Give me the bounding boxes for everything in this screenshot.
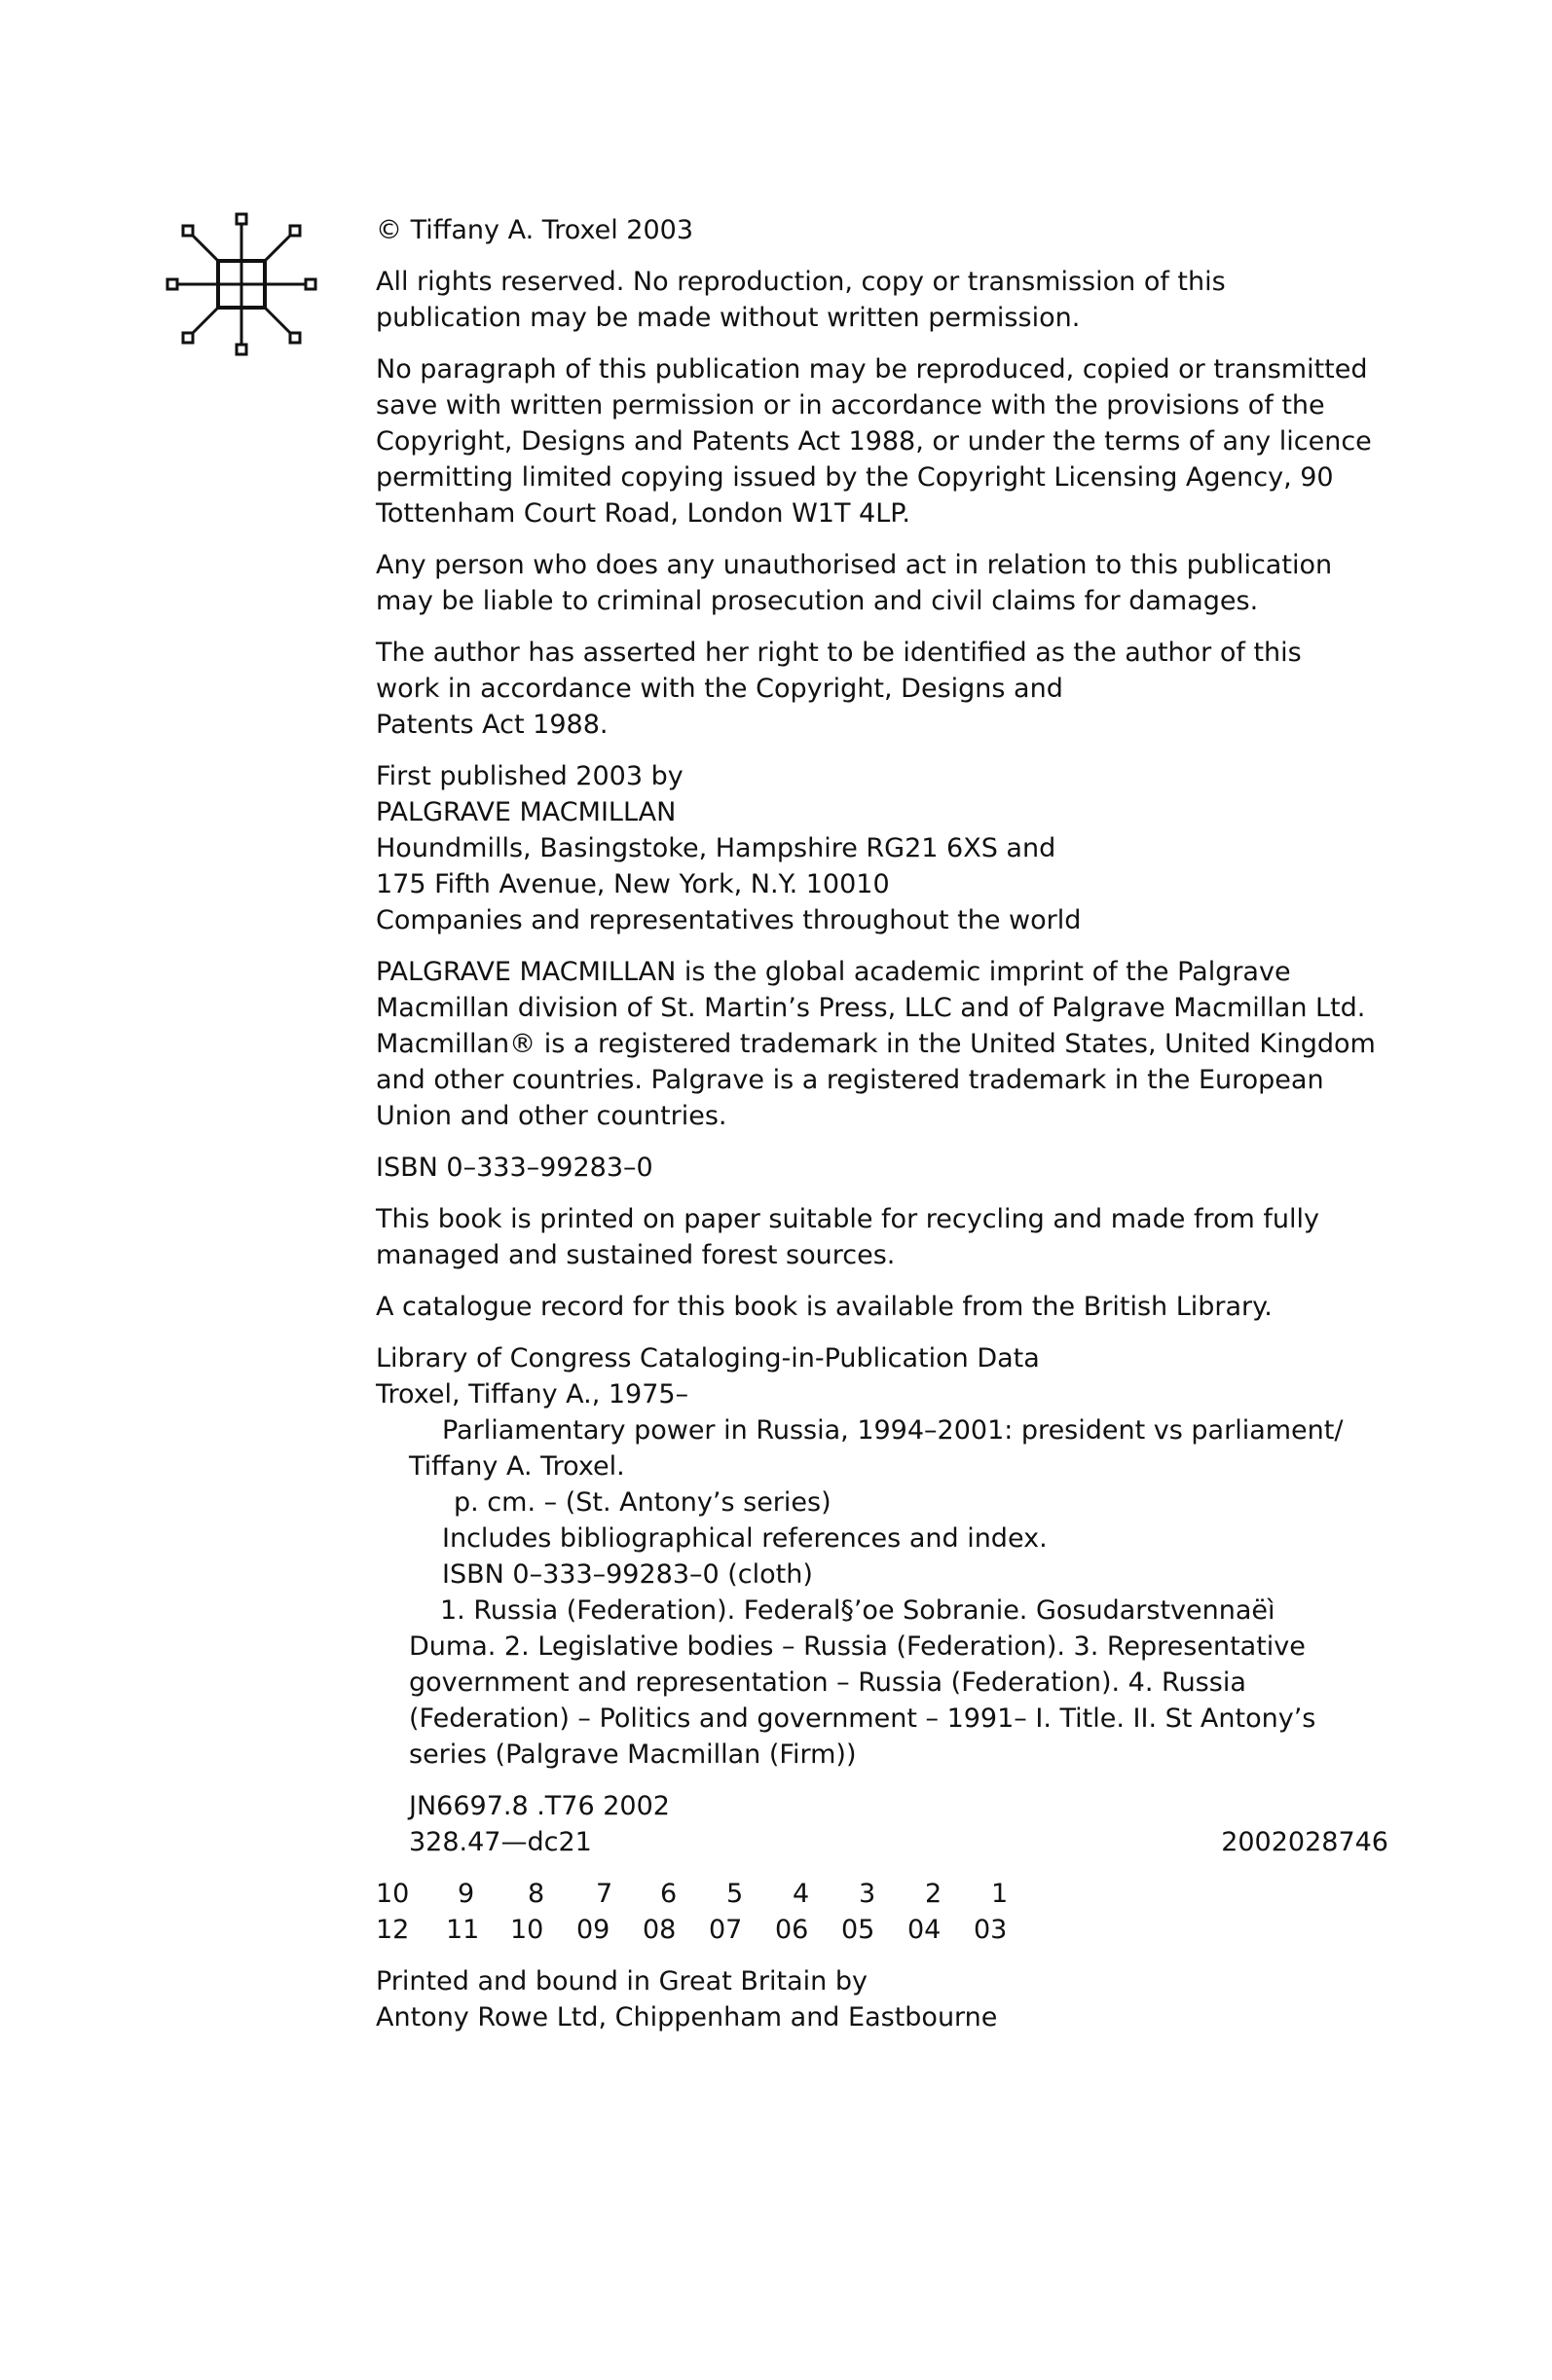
classification-row: [376, 1824, 1388, 1860]
cip-subjects: Duma. 2. Legislative bodies – Russia (Federation). 3. Representative: [409, 1631, 1306, 1662]
print-year: 10: [510, 1915, 544, 1945]
cip-isbn-cloth: ISBN 0–333–99283–0 (cloth): [442, 1559, 813, 1590]
unauthorised-act-notice: Any person who does any unauthorised act in relation to this publication may be liable to criminal prosecution and civil claims for damages.: [376, 550, 1333, 616]
cip-title: Parliamentary power in Russia, 1994–2001: president vs parliament/: [442, 1415, 1344, 1446]
print-number: 9: [458, 1879, 475, 1909]
print-line-1: [376, 1876, 1388, 1912]
print-number: 10: [376, 1879, 410, 1909]
print-number: 3: [859, 1879, 876, 1909]
print-number: 4: [793, 1879, 810, 1909]
cip-title-cont: Tiffany A. Troxel.: [409, 1451, 625, 1482]
print-year: 08: [643, 1915, 677, 1945]
cip-data: [376, 1340, 1388, 1773]
catalogue-record-notice: A catalogue record for this book is available from the British Library.: [376, 1292, 1273, 1322]
print-year: 03: [974, 1915, 1008, 1945]
cip-includes: Includes bibliographical references and index.: [442, 1523, 1048, 1554]
print-year: 05: [841, 1915, 875, 1945]
print-number: 6: [660, 1879, 678, 1909]
lc-class: JN6697.8 .T76 2002: [409, 1791, 670, 1821]
author-rights-notice: The author has asserted her right to be identified as the author of this work in accordance with the Copyright, Designs and Patents Act 1988.: [376, 638, 1302, 740]
print-number: 8: [528, 1879, 545, 1909]
cip-pcm: p. cm. – (St. Antony’s series): [454, 1487, 831, 1518]
print-number: 5: [726, 1879, 744, 1909]
cip-author: Troxel, Tiffany A., 1975–: [376, 1379, 689, 1410]
publisher-logo-icon: [164, 206, 319, 362]
cip-subjects-first: 1. Russia (Federation). Federal§’oe Sobranie. Gosudarstvennaëì: [440, 1595, 1275, 1626]
rights-reserved: All rights reserved. No reproduction, copy or transmission of this publication may be made without written permission.: [376, 267, 1226, 333]
lccn: 2002028746: [1221, 1827, 1388, 1857]
print-number: 7: [596, 1879, 613, 1909]
cip-subjects: (Federation) – Politics and government – 1991– I. Title. II. St Antony’s: [409, 1703, 1316, 1734]
no-paragraph-notice: No paragraph of this publication may be reproduced, copied or transmitted save with written permission or in accordance with the provisions of the Copyright, Designs and Patents Act 1988, or under the terms of any licence permitting limited copying issued by the Copyright Licensing Agency, 90 Tottenham Court Road, London W1T 4LP.: [376, 354, 1372, 529]
print-year: 06: [775, 1915, 809, 1945]
print-year: 12: [376, 1915, 410, 1945]
printing-line: [376, 1876, 1388, 1948]
cip-subjects: series (Palgrave Macmillan (Firm)): [409, 1739, 857, 1770]
print-number: 2: [925, 1879, 942, 1909]
publisher-info: First published 2003 by PALGRAVE MACMILLAN Houndmills, Basingstoke, Hampshire RG21 6XS and 175 Fifth Avenue, New York, N.Y. 10010 Companies and representatives throughout the world: [376, 761, 1082, 935]
isbn: ISBN 0–333–99283–0: [376, 1153, 653, 1183]
copyright-notice: © Tiffany A. Troxel 2003: [376, 215, 694, 245]
cip-subjects: government and representation – Russia (Federation). 4. Russia: [409, 1667, 1246, 1698]
copyright-page: [376, 212, 1388, 2035]
print-line-2: [376, 1912, 1388, 1948]
print-year: 11: [446, 1915, 480, 1945]
print-number: 1: [991, 1879, 1009, 1909]
printer-info: Printed and bound in Great Britain by Antony Rowe Ltd, Chippenham and Eastbourne: [376, 1966, 998, 2032]
dewey-number: 328.47—dc21: [409, 1827, 592, 1857]
classification: [376, 1788, 1388, 1860]
cip-heading: Library of Congress Cataloging-in-Publication Data: [376, 1343, 1040, 1373]
imprint-notice: PALGRAVE MACMILLAN is the global academic imprint of the Palgrave Macmillan division of St. Martin’s Press, LLC and of Palgrave Macmillan Ltd. Macmillan® is a registered trademark in the United States, United Kingdom and other countries. Palgrave is a registered trademark in the European Union and other countries.: [376, 957, 1376, 1131]
print-year: 04: [907, 1915, 942, 1945]
paper-notice: This book is printed on paper suitable for recycling and made from fully managed and sustained forest sources.: [376, 1204, 1319, 1270]
print-year: 07: [709, 1915, 743, 1945]
print-year: 09: [576, 1915, 610, 1945]
